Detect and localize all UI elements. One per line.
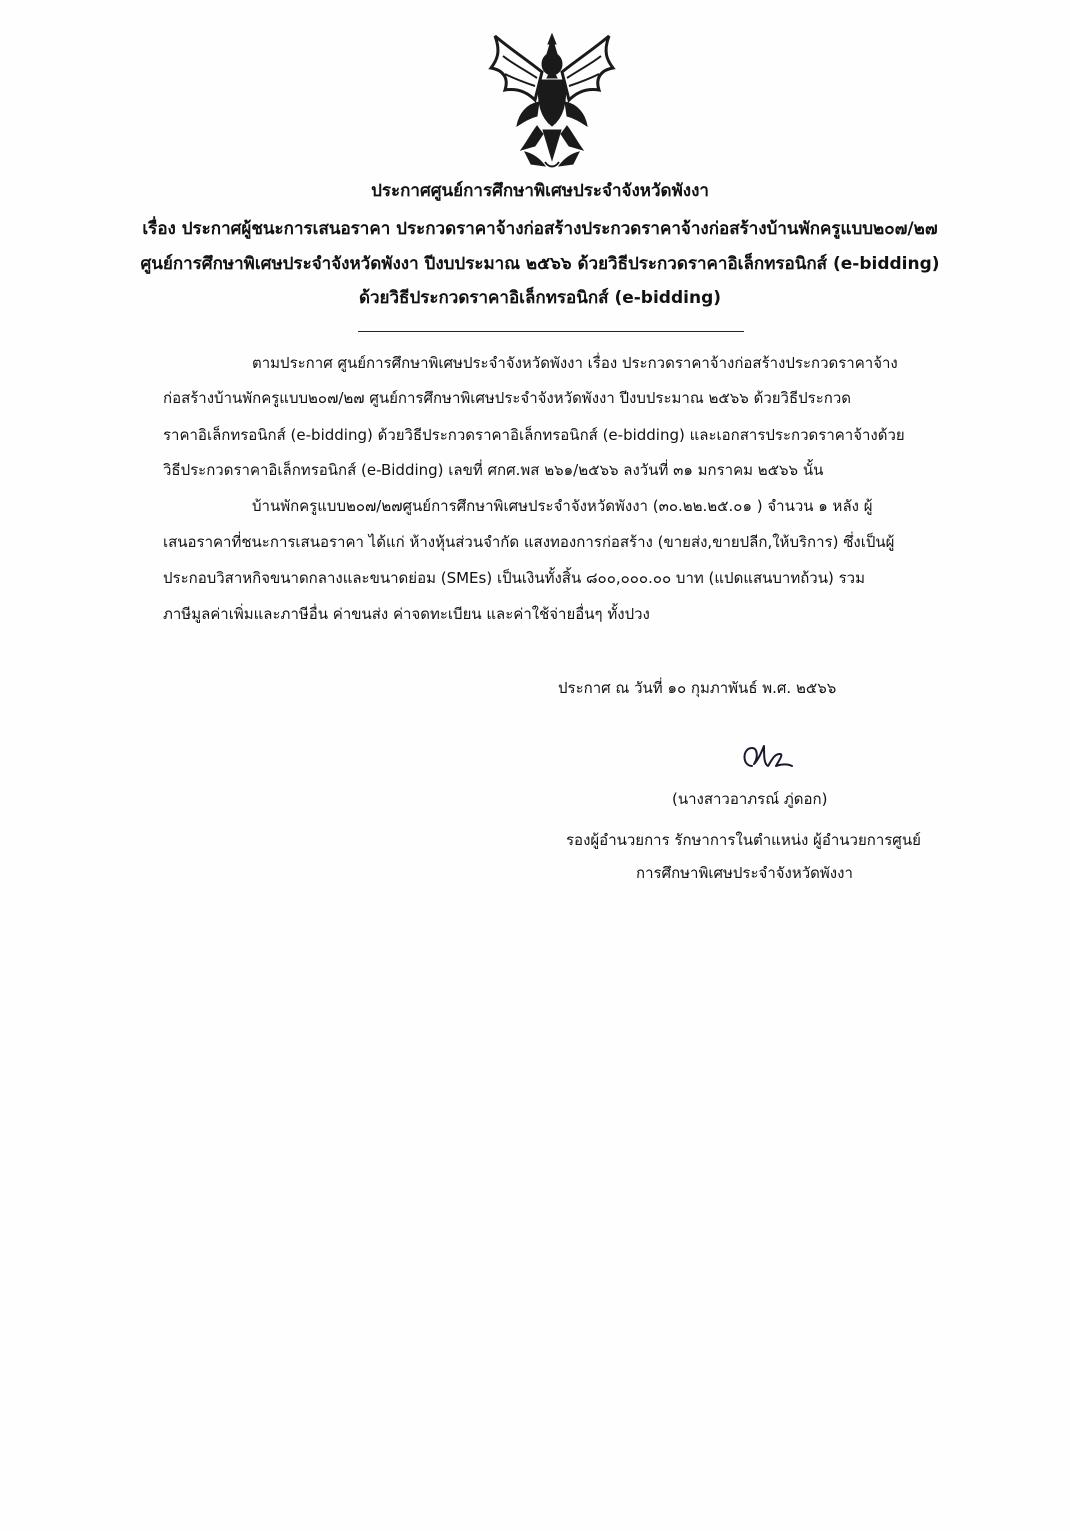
subject-line-1: เรื่อง ประกาศผู้ชนะการเสนอราคา ประกวดราคาจ้างก่อสร้างประกวดราคาจ้างก่อสร้างบ้านพักครูแบบ๒๐๗/๒๗ xyxy=(142,219,938,239)
handwritten-signature-icon xyxy=(738,740,798,776)
signer-name: (นางสาวอาภรณ์ ภู่ดอก) xyxy=(672,790,828,808)
garuda-emblem-icon xyxy=(487,30,617,170)
paragraph-2-line-2: เสนอราคาที่ชนะการเสนอราคา ได้แก่ ห้างหุ้นส่วนจำกัด แสงทองการก่อสร้าง (ขายส่ง,ขายปลีก,ให้บริการ) ซึ่งเป็นผู้ xyxy=(163,533,895,551)
header-divider xyxy=(358,331,744,332)
paragraph-1-line-2: ก่อสร้างบ้านพักครูแบบ๒๐๗/๒๗ ศูนย์การศึกษาพิเศษประจำจังหวัดพังงา ปีงบประมาณ ๒๕๖๖ ด้วยวิธีประกวด xyxy=(163,389,851,407)
paragraph-1-line-3: ราคาอิเล็กทรอนิกส์ (e-bidding) ด้วยวิธีประกวดราคาอิเล็กทรอนิกส์ (e-bidding) และเอกสารประกวดราคาจ้างด้วย xyxy=(163,426,905,444)
announcement-title: ประกาศศูนย์การศึกษาพิเศษประจำจังหวัดพังงา xyxy=(371,181,709,201)
signer-position-line-1: รองผู้อำนวยการ รักษาการในตำแหน่ง ผู้อำนวยการศูนย์ xyxy=(566,831,921,849)
paragraph-2-line-1: บ้านพักครูแบบ๒๐๗/๒๗ศูนย์การศึกษาพิเศษประจำจังหวัดพังงา (๓๐.๒๒.๒๕.๐๑ ) จำนวน ๑ หลัง ผู้ xyxy=(252,497,873,515)
signer-position-line-2: การศึกษาพิเศษประจำจังหวัดพังงา xyxy=(636,864,853,882)
paragraph-1-line-1: ตามประกาศ ศูนย์การศึกษาพิเศษประจำจังหวัดพังงา เรื่อง ประกวดราคาจ้างก่อสร้างประกวดราคาจ้าง xyxy=(252,354,898,372)
paragraph-2-line-3: ประกอบวิสาหกิจขนาดกลางและขนาดย่อม (SMEs) เป็นเงินทั้งสิ้น ๘๐๐,๐๐๐.๐๐ บาท (แปดแสนบาทถ้วน) รวม xyxy=(163,569,865,587)
paragraph-2-line-4: ภาษีมูลค่าเพิ่มและภาษีอื่น ค่าขนส่ง ค่าจดทะเบียน และค่าใช้จ่ายอื่นๆ ทั้งปวง xyxy=(163,605,650,623)
subject-line-3: ด้วยวิธีประกวดราคาอิเล็กทรอนิกส์ (e-bidding) xyxy=(358,288,722,308)
announcement-date: ประกาศ ณ วันที่ ๑๐ กุมภาพันธ์ พ.ศ. ๒๕๖๖ xyxy=(558,679,837,697)
subject-line-2: ศูนย์การศึกษาพิเศษประจำจังหวัดพังงา ปีงบประมาณ ๒๕๖๖ ด้วยวิธีประกวดราคาอิเล็กทรอนิกส์ (e-bidding) xyxy=(140,254,940,274)
paragraph-1-line-4: วิธีประกวดราคาอิเล็กทรอนิกส์ (e-Bidding) เลขที่ ศกศ.พส ๒๖๑/๒๕๖๖ ลงวันที่ ๓๑ มกราคม ๒๕๖๖ นั้น xyxy=(163,461,824,479)
